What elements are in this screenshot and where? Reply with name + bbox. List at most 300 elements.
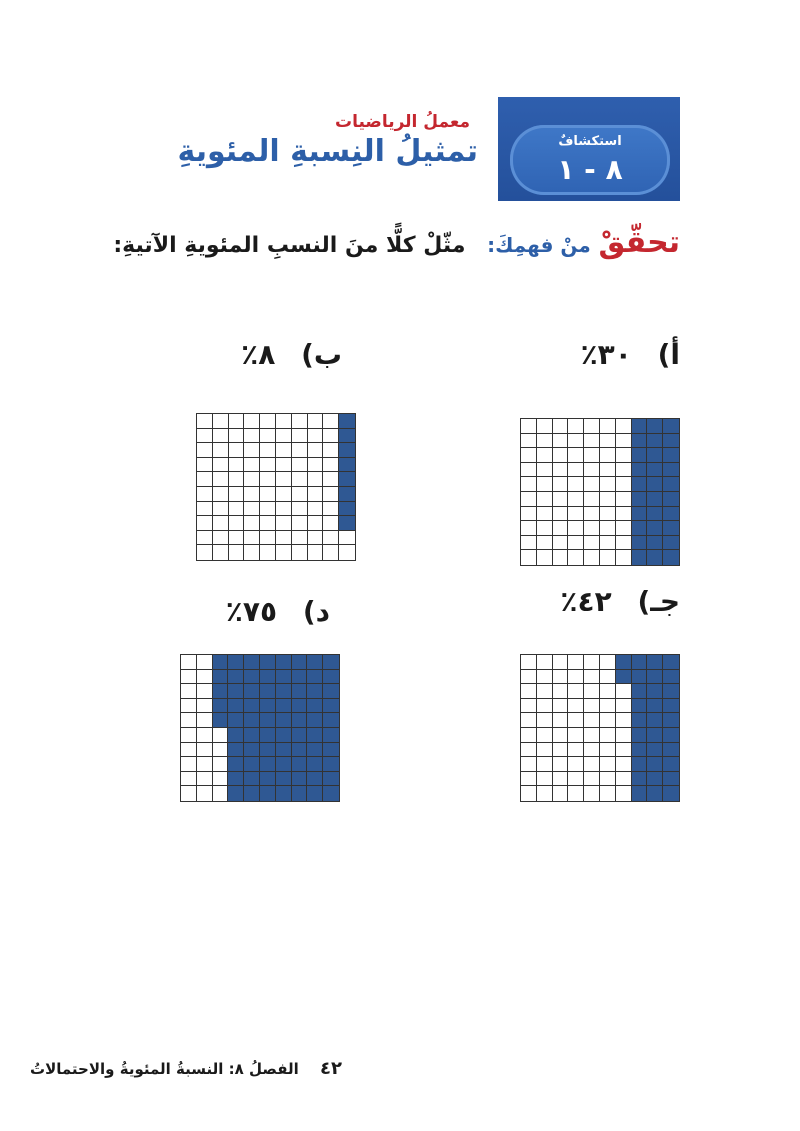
grid-cell[interactable] — [260, 516, 276, 531]
grid-cell[interactable] — [213, 545, 229, 560]
grid-cell[interactable] — [323, 757, 339, 772]
grid-cell[interactable] — [537, 728, 553, 743]
grid-cell[interactable] — [553, 684, 569, 699]
grid-cell[interactable] — [537, 477, 553, 492]
grid-cell[interactable] — [276, 545, 292, 560]
grid-cell[interactable] — [521, 477, 537, 492]
grid-cell[interactable] — [181, 684, 197, 699]
grid-cell[interactable] — [537, 786, 553, 801]
grid-cell[interactable] — [213, 684, 229, 699]
grid-cell[interactable] — [229, 429, 245, 444]
grid-cell[interactable] — [647, 772, 663, 787]
grid-cell[interactable] — [307, 757, 323, 772]
grid-cell[interactable] — [632, 757, 648, 772]
grid-cell[interactable] — [553, 477, 569, 492]
grid-cell[interactable] — [181, 670, 197, 685]
grid-cell[interactable] — [276, 414, 292, 429]
grid-cell[interactable] — [616, 536, 632, 551]
grid-cell[interactable] — [616, 699, 632, 714]
grid-cell[interactable] — [260, 655, 276, 670]
grid-cell[interactable] — [260, 757, 276, 772]
grid-cell[interactable] — [600, 728, 616, 743]
grid-cell[interactable] — [537, 684, 553, 699]
grid-cell[interactable] — [181, 772, 197, 787]
grid-cell[interactable] — [663, 536, 679, 551]
grid-cell[interactable] — [616, 434, 632, 449]
grid-cell[interactable] — [584, 786, 600, 801]
grid-cell[interactable] — [521, 684, 537, 699]
grid-cell[interactable] — [213, 443, 229, 458]
grid-cell[interactable] — [616, 655, 632, 670]
grid-cell[interactable] — [584, 743, 600, 758]
grid-cell[interactable] — [647, 786, 663, 801]
grid-cell[interactable] — [229, 545, 245, 560]
grid-cell[interactable] — [521, 786, 537, 801]
grid-cell[interactable] — [197, 429, 213, 444]
grid-cell[interactable] — [260, 502, 276, 517]
grid-cell[interactable] — [568, 434, 584, 449]
grid-cell[interactable] — [553, 713, 569, 728]
grid-cell[interactable] — [663, 655, 679, 670]
grid-cell[interactable] — [663, 550, 679, 565]
grid-cell[interactable] — [292, 502, 308, 517]
grid-cell[interactable] — [276, 757, 292, 772]
grid-cell[interactable] — [323, 743, 339, 758]
grid-cell[interactable] — [292, 458, 308, 473]
grid-cell[interactable] — [292, 443, 308, 458]
grid-cell[interactable] — [553, 419, 569, 434]
grid-cell[interactable] — [537, 670, 553, 685]
grid-cell[interactable] — [276, 429, 292, 444]
grid-cell[interactable] — [339, 414, 355, 429]
grid-cell[interactable] — [276, 713, 292, 728]
grid-cell[interactable] — [197, 699, 213, 714]
grid-cell[interactable] — [339, 458, 355, 473]
grid-cell[interactable] — [663, 463, 679, 478]
grid-cell[interactable] — [632, 492, 648, 507]
grid-cell[interactable] — [553, 728, 569, 743]
grid-cell[interactable] — [632, 463, 648, 478]
grid-cell[interactable] — [647, 655, 663, 670]
grid-cell[interactable] — [197, 786, 213, 801]
grid-cell[interactable] — [600, 536, 616, 551]
grid-cell[interactable] — [213, 713, 229, 728]
grid-cell[interactable] — [616, 684, 632, 699]
grid-cell[interactable] — [244, 757, 260, 772]
grid-cell[interactable] — [600, 699, 616, 714]
grid-cell[interactable] — [213, 414, 229, 429]
grid-cell[interactable] — [307, 786, 323, 801]
grid-cell[interactable] — [537, 699, 553, 714]
grid-cell[interactable] — [197, 516, 213, 531]
grid-cell[interactable] — [308, 458, 324, 473]
grid-cell[interactable] — [213, 531, 229, 546]
grid-cell[interactable] — [244, 414, 260, 429]
grid-cell[interactable] — [568, 670, 584, 685]
grid-cell[interactable] — [197, 487, 213, 502]
grid-cell[interactable] — [323, 443, 339, 458]
grid-cell[interactable] — [181, 743, 197, 758]
grid-cell[interactable] — [647, 728, 663, 743]
grid-cell[interactable] — [292, 743, 308, 758]
grid-cell[interactable] — [292, 713, 308, 728]
grid-cell[interactable] — [616, 477, 632, 492]
grid-cell[interactable] — [647, 684, 663, 699]
grid-cell[interactable] — [663, 786, 679, 801]
grid-cell[interactable] — [521, 743, 537, 758]
grid-cell[interactable] — [616, 713, 632, 728]
grid-cell[interactable] — [553, 699, 569, 714]
grid-cell[interactable] — [568, 699, 584, 714]
grid-cell[interactable] — [292, 728, 308, 743]
grid-cell[interactable] — [260, 772, 276, 787]
grid-cell[interactable] — [663, 743, 679, 758]
grid-cell[interactable] — [339, 472, 355, 487]
grid-cell[interactable] — [584, 419, 600, 434]
grid-cell[interactable] — [339, 443, 355, 458]
grid-cell[interactable] — [339, 502, 355, 517]
grid-cell[interactable] — [197, 757, 213, 772]
grid-cell[interactable] — [307, 772, 323, 787]
grid-cell[interactable] — [600, 434, 616, 449]
grid-cell[interactable] — [521, 521, 537, 536]
grid-cell[interactable] — [568, 477, 584, 492]
grid-cell[interactable] — [568, 728, 584, 743]
grid-cell[interactable] — [197, 472, 213, 487]
grid-cell[interactable] — [228, 684, 244, 699]
grid-cell[interactable] — [276, 502, 292, 517]
grid-cell[interactable] — [600, 655, 616, 670]
grid-cell[interactable] — [616, 492, 632, 507]
grid-cell[interactable] — [568, 757, 584, 772]
grid-cell[interactable] — [632, 419, 648, 434]
grid-cell[interactable] — [260, 414, 276, 429]
grid-cell[interactable] — [663, 684, 679, 699]
grid-cell[interactable] — [244, 786, 260, 801]
grid-cell[interactable] — [663, 670, 679, 685]
grid-cell[interactable] — [553, 521, 569, 536]
grid-cell[interactable] — [616, 757, 632, 772]
grid-cell[interactable] — [323, 670, 339, 685]
grid-cell[interactable] — [632, 670, 648, 685]
grid-cell[interactable] — [600, 419, 616, 434]
grid-cell[interactable] — [616, 728, 632, 743]
grid-cell[interactable] — [323, 472, 339, 487]
hundred-grid-c[interactable] — [520, 654, 680, 802]
grid-cell[interactable] — [568, 492, 584, 507]
grid-cell[interactable] — [244, 516, 260, 531]
grid-cell[interactable] — [521, 507, 537, 522]
grid-cell[interactable] — [632, 786, 648, 801]
grid-cell[interactable] — [537, 743, 553, 758]
grid-cell[interactable] — [647, 713, 663, 728]
grid-cell[interactable] — [521, 728, 537, 743]
grid-cell[interactable] — [276, 699, 292, 714]
grid-cell[interactable] — [339, 531, 355, 546]
grid-cell[interactable] — [307, 699, 323, 714]
grid-cell[interactable] — [323, 684, 339, 699]
grid-cell[interactable] — [584, 536, 600, 551]
grid-cell[interactable] — [553, 772, 569, 787]
grid-cell[interactable] — [308, 502, 324, 517]
grid-cell[interactable] — [339, 487, 355, 502]
grid-cell[interactable] — [228, 786, 244, 801]
grid-cell[interactable] — [647, 492, 663, 507]
grid-cell[interactable] — [308, 472, 324, 487]
grid-cell[interactable] — [568, 521, 584, 536]
grid-cell[interactable] — [521, 419, 537, 434]
grid-cell[interactable] — [663, 757, 679, 772]
grid-cell[interactable] — [197, 743, 213, 758]
grid-cell[interactable] — [568, 463, 584, 478]
grid-cell[interactable] — [537, 448, 553, 463]
grid-cell[interactable] — [632, 477, 648, 492]
grid-cell[interactable] — [537, 713, 553, 728]
grid-cell[interactable] — [616, 772, 632, 787]
grid-cell[interactable] — [181, 728, 197, 743]
grid-cell[interactable] — [308, 545, 324, 560]
grid-cell[interactable] — [323, 713, 339, 728]
grid-cell[interactable] — [339, 516, 355, 531]
grid-cell[interactable] — [213, 786, 229, 801]
grid-cell[interactable] — [323, 516, 339, 531]
grid-cell[interactable] — [276, 472, 292, 487]
grid-cell[interactable] — [323, 458, 339, 473]
grid-cell[interactable] — [616, 507, 632, 522]
grid-cell[interactable] — [197, 443, 213, 458]
grid-cell[interactable] — [276, 443, 292, 458]
grid-cell[interactable] — [339, 429, 355, 444]
grid-cell[interactable] — [553, 550, 569, 565]
grid-cell[interactable] — [647, 670, 663, 685]
grid-cell[interactable] — [600, 684, 616, 699]
grid-cell[interactable] — [292, 516, 308, 531]
grid-cell[interactable] — [244, 699, 260, 714]
grid-cell[interactable] — [292, 429, 308, 444]
grid-cell[interactable] — [647, 699, 663, 714]
grid-cell[interactable] — [521, 699, 537, 714]
grid-cell[interactable] — [568, 655, 584, 670]
grid-cell[interactable] — [276, 684, 292, 699]
grid-cell[interactable] — [276, 743, 292, 758]
grid-cell[interactable] — [292, 655, 308, 670]
grid-cell[interactable] — [308, 414, 324, 429]
grid-cell[interactable] — [228, 713, 244, 728]
grid-cell[interactable] — [181, 713, 197, 728]
grid-cell[interactable] — [521, 434, 537, 449]
grid-cell[interactable] — [663, 419, 679, 434]
grid-cell[interactable] — [308, 531, 324, 546]
grid-cell[interactable] — [584, 507, 600, 522]
grid-cell[interactable] — [229, 414, 245, 429]
grid-cell[interactable] — [616, 550, 632, 565]
grid-cell[interactable] — [600, 492, 616, 507]
grid-cell[interactable] — [553, 743, 569, 758]
grid-cell[interactable] — [323, 414, 339, 429]
grid-cell[interactable] — [632, 772, 648, 787]
grid-cell[interactable] — [229, 443, 245, 458]
grid-cell[interactable] — [244, 713, 260, 728]
grid-cell[interactable] — [647, 419, 663, 434]
grid-cell[interactable] — [197, 670, 213, 685]
grid-cell[interactable] — [244, 487, 260, 502]
grid-cell[interactable] — [584, 550, 600, 565]
grid-cell[interactable] — [244, 429, 260, 444]
grid-cell[interactable] — [521, 655, 537, 670]
grid-cell[interactable] — [616, 448, 632, 463]
grid-cell[interactable] — [553, 655, 569, 670]
grid-cell[interactable] — [229, 487, 245, 502]
grid-cell[interactable] — [213, 516, 229, 531]
grid-cell[interactable] — [213, 757, 229, 772]
grid-cell[interactable] — [537, 507, 553, 522]
grid-cell[interactable] — [213, 458, 229, 473]
grid-cell[interactable] — [584, 448, 600, 463]
grid-cell[interactable] — [600, 550, 616, 565]
grid-cell[interactable] — [663, 434, 679, 449]
grid-cell[interactable] — [276, 772, 292, 787]
grid-cell[interactable] — [553, 757, 569, 772]
grid-cell[interactable] — [521, 536, 537, 551]
grid-cell[interactable] — [323, 772, 339, 787]
grid-cell[interactable] — [537, 492, 553, 507]
grid-cell[interactable] — [307, 655, 323, 670]
grid-cell[interactable] — [260, 670, 276, 685]
grid-cell[interactable] — [308, 516, 324, 531]
grid-cell[interactable] — [197, 414, 213, 429]
grid-cell[interactable] — [244, 443, 260, 458]
grid-cell[interactable] — [307, 684, 323, 699]
grid-cell[interactable] — [308, 487, 324, 502]
grid-cell[interactable] — [537, 419, 553, 434]
grid-cell[interactable] — [584, 492, 600, 507]
grid-cell[interactable] — [600, 786, 616, 801]
grid-cell[interactable] — [197, 772, 213, 787]
grid-cell[interactable] — [323, 699, 339, 714]
grid-cell[interactable] — [632, 550, 648, 565]
grid-cell[interactable] — [260, 443, 276, 458]
grid-cell[interactable] — [229, 502, 245, 517]
grid-cell[interactable] — [307, 728, 323, 743]
grid-cell[interactable] — [213, 670, 229, 685]
grid-cell[interactable] — [647, 743, 663, 758]
grid-cell[interactable] — [244, 655, 260, 670]
grid-cell[interactable] — [616, 419, 632, 434]
grid-cell[interactable] — [197, 684, 213, 699]
grid-cell[interactable] — [537, 550, 553, 565]
grid-cell[interactable] — [632, 521, 648, 536]
grid-cell[interactable] — [584, 434, 600, 449]
grid-cell[interactable] — [600, 507, 616, 522]
grid-cell[interactable] — [276, 786, 292, 801]
grid-cell[interactable] — [553, 507, 569, 522]
grid-cell[interactable] — [600, 477, 616, 492]
grid-cell[interactable] — [521, 448, 537, 463]
grid-cell[interactable] — [600, 463, 616, 478]
grid-cell[interactable] — [537, 521, 553, 536]
grid-cell[interactable] — [244, 670, 260, 685]
grid-cell[interactable] — [308, 443, 324, 458]
grid-cell[interactable] — [553, 463, 569, 478]
grid-cell[interactable] — [568, 419, 584, 434]
grid-cell[interactable] — [568, 536, 584, 551]
grid-cell[interactable] — [276, 655, 292, 670]
grid-cell[interactable] — [521, 670, 537, 685]
grid-cell[interactable] — [260, 728, 276, 743]
grid-cell[interactable] — [553, 670, 569, 685]
grid-cell[interactable] — [228, 670, 244, 685]
grid-cell[interactable] — [584, 684, 600, 699]
grid-cell[interactable] — [292, 531, 308, 546]
grid-cell[interactable] — [537, 757, 553, 772]
grid-cell[interactable] — [260, 531, 276, 546]
grid-cell[interactable] — [647, 434, 663, 449]
grid-cell[interactable] — [260, 545, 276, 560]
grid-cell[interactable] — [181, 655, 197, 670]
grid-cell[interactable] — [616, 670, 632, 685]
grid-cell[interactable] — [647, 521, 663, 536]
grid-cell[interactable] — [260, 429, 276, 444]
grid-cell[interactable] — [260, 458, 276, 473]
grid-cell[interactable] — [553, 448, 569, 463]
grid-cell[interactable] — [537, 463, 553, 478]
grid-cell[interactable] — [632, 713, 648, 728]
grid-cell[interactable] — [632, 743, 648, 758]
grid-cell[interactable] — [276, 487, 292, 502]
grid-cell[interactable] — [568, 786, 584, 801]
grid-cell[interactable] — [323, 531, 339, 546]
grid-cell[interactable] — [600, 757, 616, 772]
grid-cell[interactable] — [584, 477, 600, 492]
grid-cell[interactable] — [632, 507, 648, 522]
grid-cell[interactable] — [600, 521, 616, 536]
grid-cell[interactable] — [584, 699, 600, 714]
grid-cell[interactable] — [568, 743, 584, 758]
grid-cell[interactable] — [260, 487, 276, 502]
grid-cell[interactable] — [229, 472, 245, 487]
grid-cell[interactable] — [584, 463, 600, 478]
grid-cell[interactable] — [663, 772, 679, 787]
grid-cell[interactable] — [181, 699, 197, 714]
grid-cell[interactable] — [521, 772, 537, 787]
grid-cell[interactable] — [197, 655, 213, 670]
grid-cell[interactable] — [553, 434, 569, 449]
grid-cell[interactable] — [197, 728, 213, 743]
grid-cell[interactable] — [521, 757, 537, 772]
grid-cell[interactable] — [521, 492, 537, 507]
grid-cell[interactable] — [244, 458, 260, 473]
grid-cell[interactable] — [228, 699, 244, 714]
grid-cell[interactable] — [647, 757, 663, 772]
grid-cell[interactable] — [521, 463, 537, 478]
grid-cell[interactable] — [260, 713, 276, 728]
grid-cell[interactable] — [647, 536, 663, 551]
grid-cell[interactable] — [632, 655, 648, 670]
grid-cell[interactable] — [307, 743, 323, 758]
grid-cell[interactable] — [663, 728, 679, 743]
grid-cell[interactable] — [213, 699, 229, 714]
grid-cell[interactable] — [521, 550, 537, 565]
grid-cell[interactable] — [632, 434, 648, 449]
grid-cell[interactable] — [228, 772, 244, 787]
grid-cell[interactable] — [197, 713, 213, 728]
grid-cell[interactable] — [323, 728, 339, 743]
grid-cell[interactable] — [244, 502, 260, 517]
grid-cell[interactable] — [213, 502, 229, 517]
grid-cell[interactable] — [663, 477, 679, 492]
grid-cell[interactable] — [616, 463, 632, 478]
grid-cell[interactable] — [228, 728, 244, 743]
